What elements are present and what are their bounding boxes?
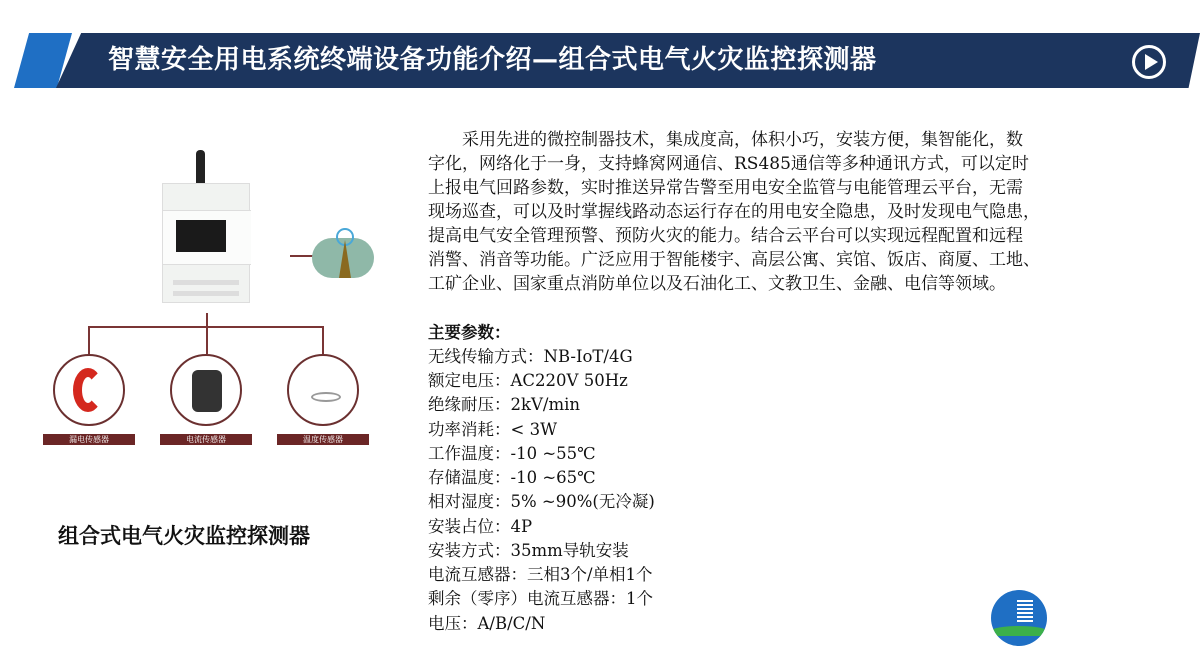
param-item: 工作温度：-10 ~55℃ [428,444,596,463]
sensor-label: 漏电传感器 [43,434,135,445]
param-item: 无线传输方式：NB-IoT/4G [428,347,633,366]
description-line: 字化，网络化于一身，支持蜂窝网通信、RS485通信等多种通讯方式，可以定时 [428,154,1029,174]
param-item: 电压：A/B/C/N [428,614,546,633]
company-logo [991,590,1047,646]
device-screen [176,220,226,252]
param-item: 存储温度：-10 ~65℃ [428,468,596,487]
description-line: 消警、消音等功能。广泛应用于智能楼宇、高层公寓、宾馆、饭店、商厦、工地、 [428,250,1040,270]
param-item: 安装占位：4P [428,517,533,536]
param-item: 绝缘耐压：2kV/min [428,395,581,414]
sensor-label: 电流传感器 [160,434,252,445]
params-heading: 主要参数： [428,323,511,342]
detector-device [162,183,250,303]
param-item: 剩余（零序）电流互感器：1个 [428,589,653,608]
sensor-label: 温度传感器 [277,434,369,445]
current-sensor-image [170,354,242,426]
description-line: 上报电气回路参数，实时推送异常告警至用电安全监管与电能管理云平台，无需 [428,178,1023,198]
param-item: 安装方式：35mm导轨安装 [428,541,629,560]
page-title: 智慧安全用电系统终端设备功能介绍—组合式电气火灾监控探测器 [108,45,877,75]
description-line: 工矿企业、国家重点消防单位以及石油化工、文教卫生、金融、电信等领域。 [428,274,1006,294]
param-item: 电流互感器：三相3个/单相1个 [428,565,653,584]
description-line: 采用先进的微控制器技术，集成度高，体积小巧，安装方便，集智能化，数 [428,130,1023,150]
play-icon[interactable] [1132,45,1166,79]
device-caption: 组合式电气火灾监控探测器 [58,524,310,548]
param-item: 功率消耗：< 3W [428,420,558,439]
param-item: 相对湿度：5% ~90%(无冷凝) [428,492,655,511]
leakage-sensor-image [53,354,125,426]
param-item: 额定电压：AC220V 50Hz [428,371,628,390]
description-line: 提高电气安全管理预警、预防火灾的能力。结合云平台可以实现远程配置和远程 [428,226,1023,246]
description-line: 现场巡查，可以及时掌握线路动态运行存在的用电安全隐患，及时发现电气隐患， [428,202,1040,222]
temperature-sensor-image [287,354,359,426]
